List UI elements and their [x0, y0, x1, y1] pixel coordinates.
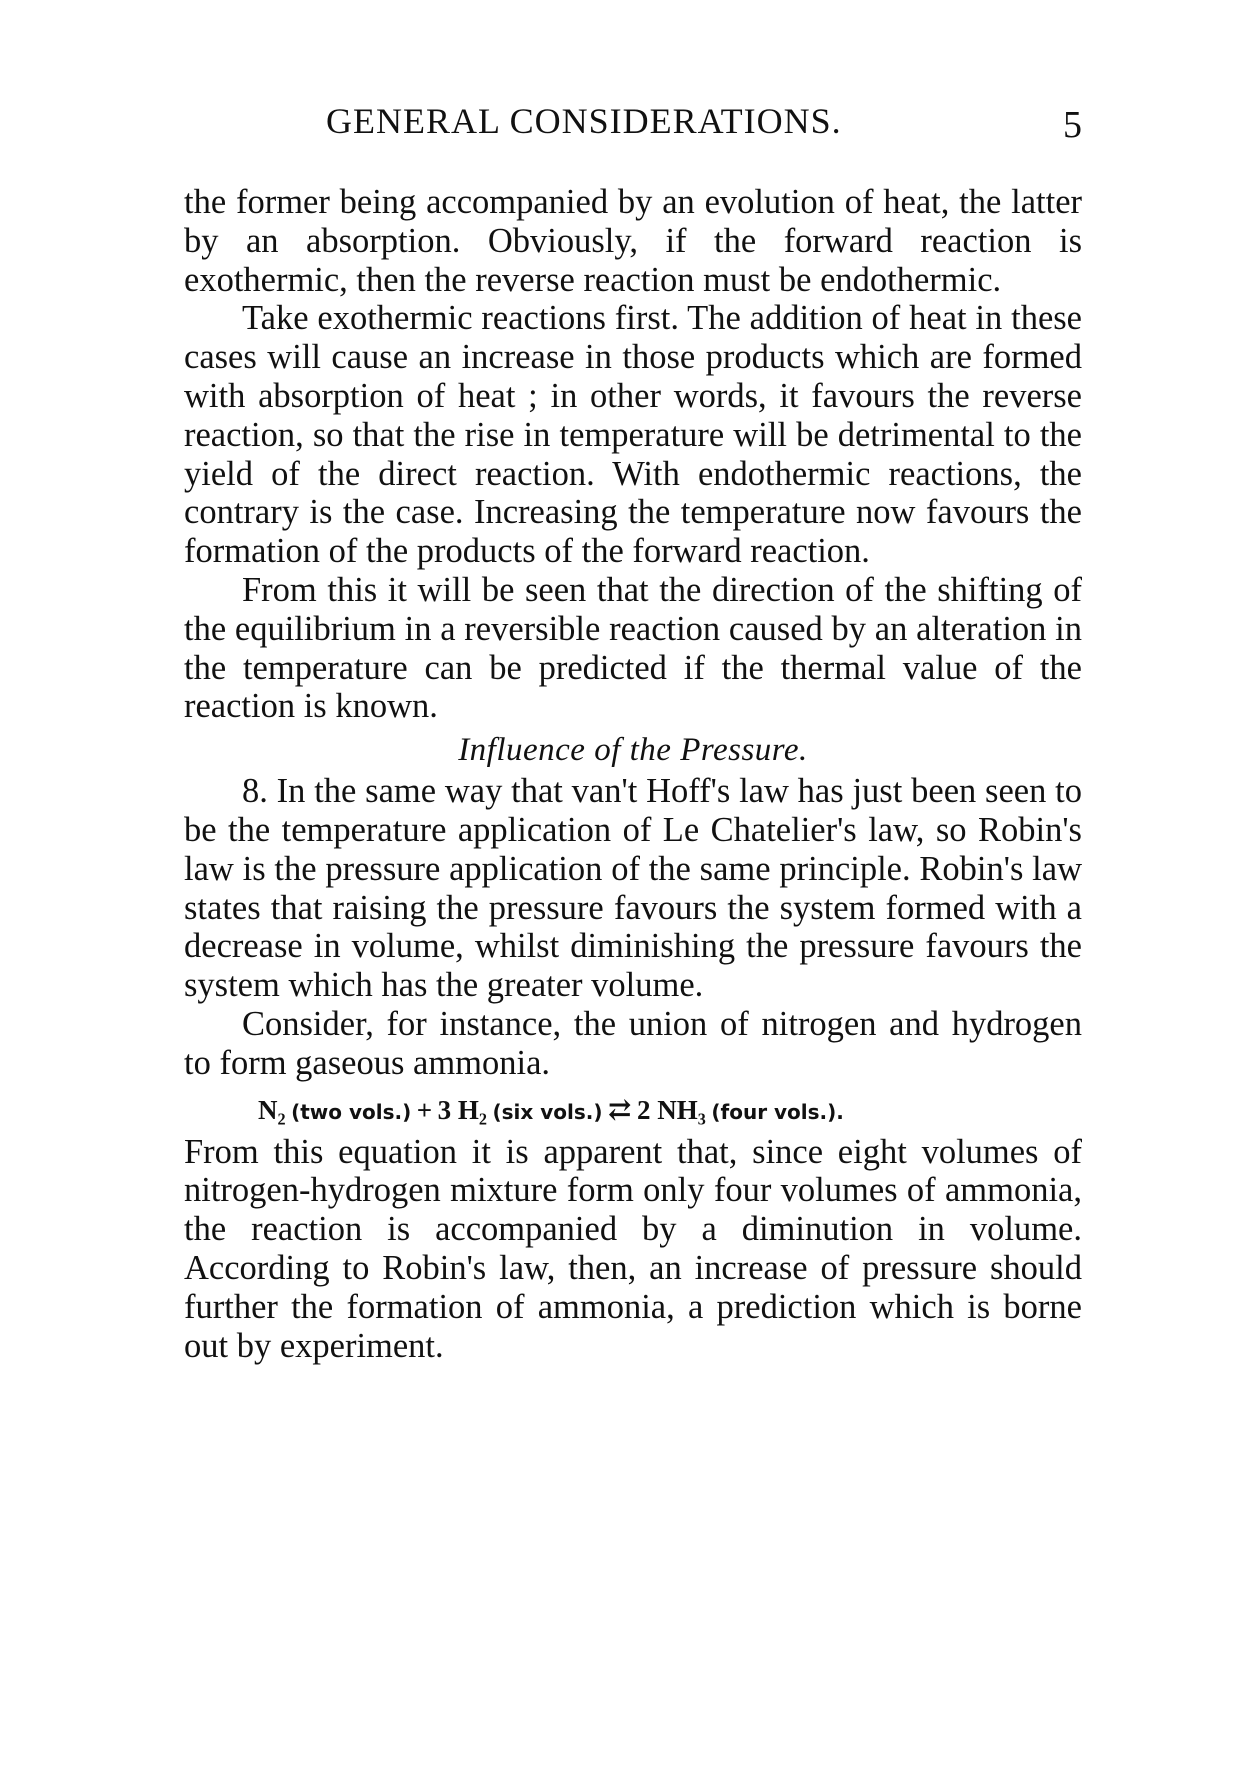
- equation-product-ammonia-vols: (four vols.).: [711, 1099, 844, 1124]
- equation-plus: +: [416, 1094, 433, 1125]
- paragraph-direction-of-shift: From this it will be seen that the direction of the shifting of the equilibrium in a reversible reaction caused by an alteration in the temperature can be predicted if the thermal value of the reaction is known.: [184, 570, 1082, 726]
- equation-reactant-nitrogen-vols: (two vols.): [291, 1099, 412, 1124]
- running-head: GENERAL CONSIDERATIONS.: [326, 101, 842, 141]
- paragraph-continuation: the former being accompanied by an evolution of heat, the latter by an absorption. Obviously, if the forward reaction is exothermic, then the reverse reaction must be endothermic.: [184, 183, 1082, 299]
- equation-product-ammonia: 2 NH₃: [637, 1094, 706, 1125]
- paragraph-ammonia-intro: Consider, for instance, the union of nitrogen and hydrogen to form gaseous ammonia.: [184, 1004, 1082, 1082]
- page-body: [184, 183, 1082, 1365]
- page-number: 5: [1063, 104, 1082, 146]
- equation-reactant-hydrogen-vols: (six vols.): [492, 1099, 603, 1124]
- paragraph-robins-law: 8. In the same way that van't Hoff's law has just been seen to be the temperature application of Le Chatelier's law, so Robin's law is the pressure application of the same principle. Robin's law states that raising the pressure favours the system formed with a decrease in volume, whilst diminishing the pressure favours the system which has the greater volume.: [184, 772, 1082, 1005]
- ammonia-equation: [184, 1093, 1082, 1129]
- page-header: [184, 96, 1082, 146]
- equation-reactant-nitrogen: N₂: [258, 1094, 286, 1125]
- equilibrium-arrow-icon: ⇄: [608, 1094, 632, 1126]
- equation-reactant-hydrogen: 3 H₂: [437, 1094, 487, 1125]
- section-heading: Influence of the Pressure.: [458, 732, 808, 769]
- paragraph-conclusion: From this equation it is apparent that, since eight volumes of nitrogen-hydrogen mixture form only four volumes of ammonia, the reaction is accompanied by a diminution in volume. According to Robin's law, then, an increase of pressure should further the formation of ammonia, a prediction which is borne out by experiment.: [184, 1132, 1082, 1365]
- paragraph-exothermic: Take exothermic reactions first. The addition of heat in these cases will cause an increase in those products which are formed with absorption of heat ; in other words, it favours the reverse reaction, so that the rise in temperature will be detrimental to the yield of the direct reaction. With endothermic reactions, the contrary is the case. Increasing the temperature now favours the formation of the products of the forward reaction.: [184, 299, 1082, 571]
